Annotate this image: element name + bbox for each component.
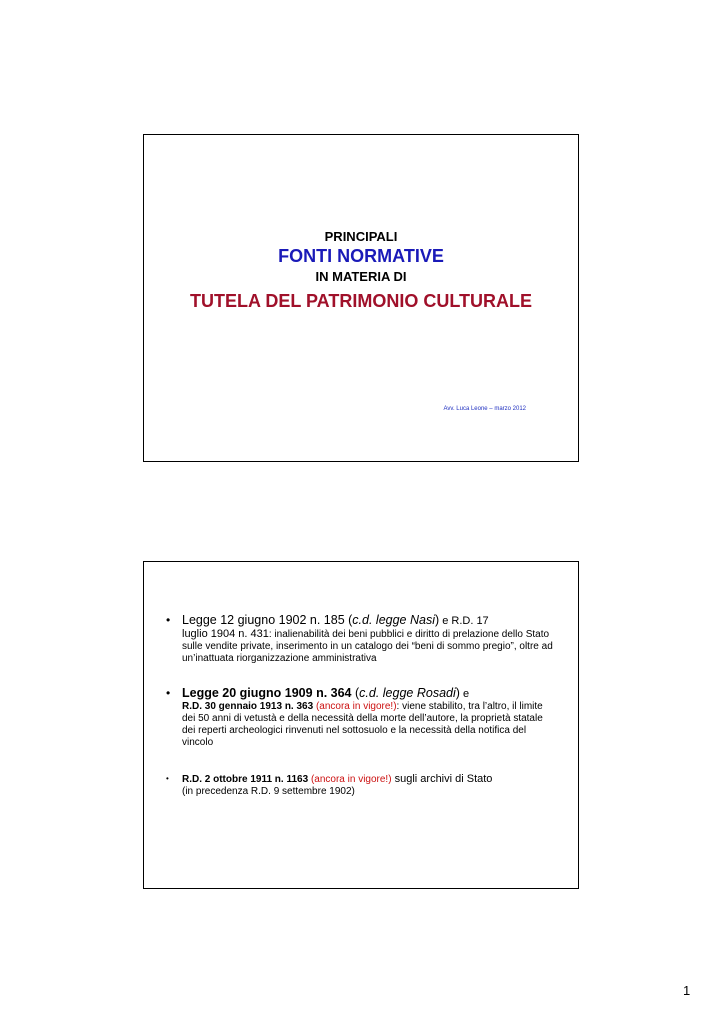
page-number: 1 [683, 983, 691, 998]
law-tail: sugli archivi di Stato [391, 773, 493, 785]
slide-pretitle: PRINCIPALI [324, 229, 398, 244]
in-force-note: (ancora in vigore!) [313, 701, 397, 712]
law-paren: ( [351, 686, 360, 700]
slide-title [143, 134, 579, 462]
law-paren: ) [434, 613, 440, 627]
law-description: : inalienabilità dei beni pubblici e diritto di prelazione dello Stato sulle vendite private, inserimento in un catalogo dei “beni di sommo pregio”, oltre ad un’inattuata riorganizzazione amministrativa [182, 629, 553, 664]
law-description: : viene stabilito, tra l’altro, il limite dei 50 anni di vetustà e della necessità della morte dell’autore, la proprietà statale dei reperti archeologici rinvenuti nel sottosuolo e la necessità della notifica del vincolo [182, 701, 543, 748]
slide-laws [143, 561, 579, 889]
slide-main-title: FONTI NORMATIVE [278, 246, 444, 266]
law-title: Legge 12 giugno 1902 n. 185 ( [182, 613, 353, 627]
law-description: (in precedenza R.D. 9 settembre 1902) [182, 786, 355, 797]
laws-list [166, 614, 554, 798]
list-item [166, 614, 554, 665]
law-tail: e R.D. 17 [439, 615, 489, 627]
list-item [166, 773, 554, 798]
law-secondary: R.D. 30 gennaio 1913 n. 363 [182, 701, 314, 712]
slide-midtitle: IN MATERIA DI [315, 269, 407, 284]
slide-subtitle: TUTELA DEL PATRIMONIO CULTURALE [190, 291, 532, 311]
law-secondary: luglio 1904 n. 431 [182, 628, 269, 640]
in-force-note: (ancora in vigore!) [308, 774, 392, 785]
slide-author: Avv. Luca Leone – marzo 2012 [443, 406, 526, 412]
law-nickname: c.d. legge Rosadi [359, 686, 456, 700]
law-title: R.D. 2 ottobre 1911 n. 1163 [182, 774, 309, 785]
law-tail: e [459, 688, 470, 700]
law-title: Legge 20 giugno 1909 n. 364 [182, 686, 352, 700]
list-item [166, 687, 554, 749]
law-nickname: c.d. legge Nasi [352, 613, 435, 627]
law-paren: ) [455, 686, 460, 700]
